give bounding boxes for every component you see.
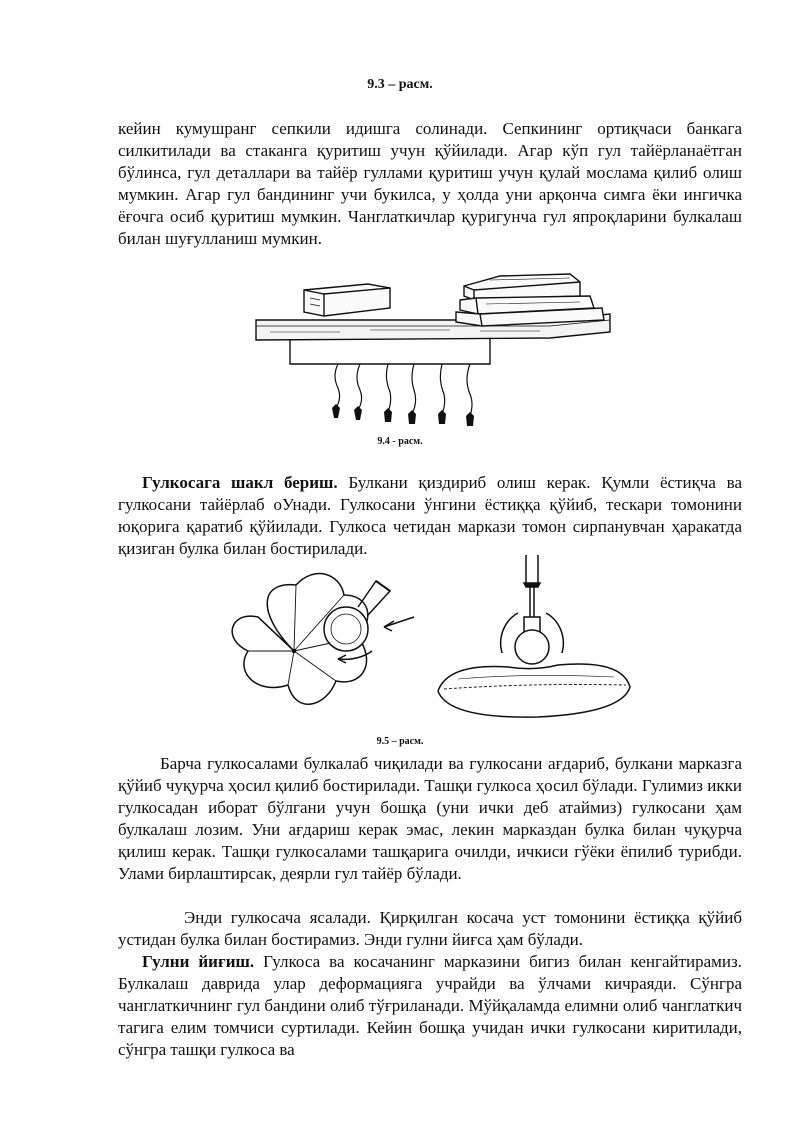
section-heading-assembly: Гулни йиғиш. [142, 952, 255, 971]
figure-9-5-caption: 9.5 – расм. [376, 736, 424, 747]
paragraph-assembly [118, 951, 742, 1061]
paragraph-assembly-body: Гулкоса ва косачанинг марказини бигиз билан кенгайтирамиз. Булкалаш даврида улар деформацияга учрайди ва ўлчами кичраяди. Сўнгра чанглаткичнинг гул бандини олиб тўғриланади. Мўйқаламда елимни олиб чанглаткич тагига елим томчиси суртилади. Кейин бошқа учидан ички гулкосани киритилади, сўнгра ташқи гулкоса ва [118, 952, 742, 1059]
figure-9-5-ball-tool-illustration [218, 555, 638, 725]
paragraph-drying: кейин кумушранг сепкили идишга солинади. Сепкининг ортиқчаси банкага силкитилади ва стаканга қуритиш учун қўйилади. Агар кўп гул тайёрланаётган бўлинса, гул деталлари ва тайёр гуллами қуритиш учун қулай мослама қилиб олиш мумкин. Агар гул бандининг учи букилса, у ҳолда уни арқонча симга ёки ингичка ёғочга осиб қуритиш мумкин. Чанглаткичлар қуригунча гул япроқларини булкалаш билан шуғулланиш мумкин. [118, 119, 742, 248]
figure-9-3-caption: 9.3 – расм. [367, 77, 433, 92]
paragraph-sepal [118, 907, 742, 951]
paragraph-shaping-body: Булкани қиздириб олиш керак. Қумли ёстиқча ва гулкосани тайёрлаб оУнади. Гулкосани ўнгини ёстиққа қўйиб, тескари томонини юқорига қаратиб қўйилади. Гулкоса четидан маркази томон сирпанувчан ҳаракатда қизиган булка билан бостирилади. [118, 473, 743, 558]
figure-9-4-caption: 9.4 - расм. [377, 436, 423, 447]
section-heading-shaping: Гулкосага шакл бериш. [142, 473, 338, 492]
figure-9-4-drying-rack [250, 268, 620, 428]
paragraph-shaping [118, 472, 742, 560]
paragraph-cups: Барча гулкосалами булкалаб чиқилади ва гулкосани ағдариб, булкани марказга қўйиб чуқурча ҳосил қилиб бостирилади. Ташқи гулкоса ҳосил бўлади. Гулимиз икки гулкосадан иборат бўлгани учун бошқа (уни ички деб атаймиз) гулкосани ҳам булкалаш лозим. Уни ағдариш керак эмас, лекин марказдан булка билан чуқурча қилиш керак. Ташқи гулкосалами ташқарига очилди, ичкиси гўёки ёпилиб турибди. Улами бирлаштирсак, деярли гул тайёр бўлади. [118, 754, 742, 883]
paragraph-sepal-text: Энди гулкосача ясалади. Қирқилган косача уст томонини ёстиққа қўйиб устидан булка билан бостирамиз. Энди гулни йиғса ҳам бўлади. [118, 908, 742, 949]
